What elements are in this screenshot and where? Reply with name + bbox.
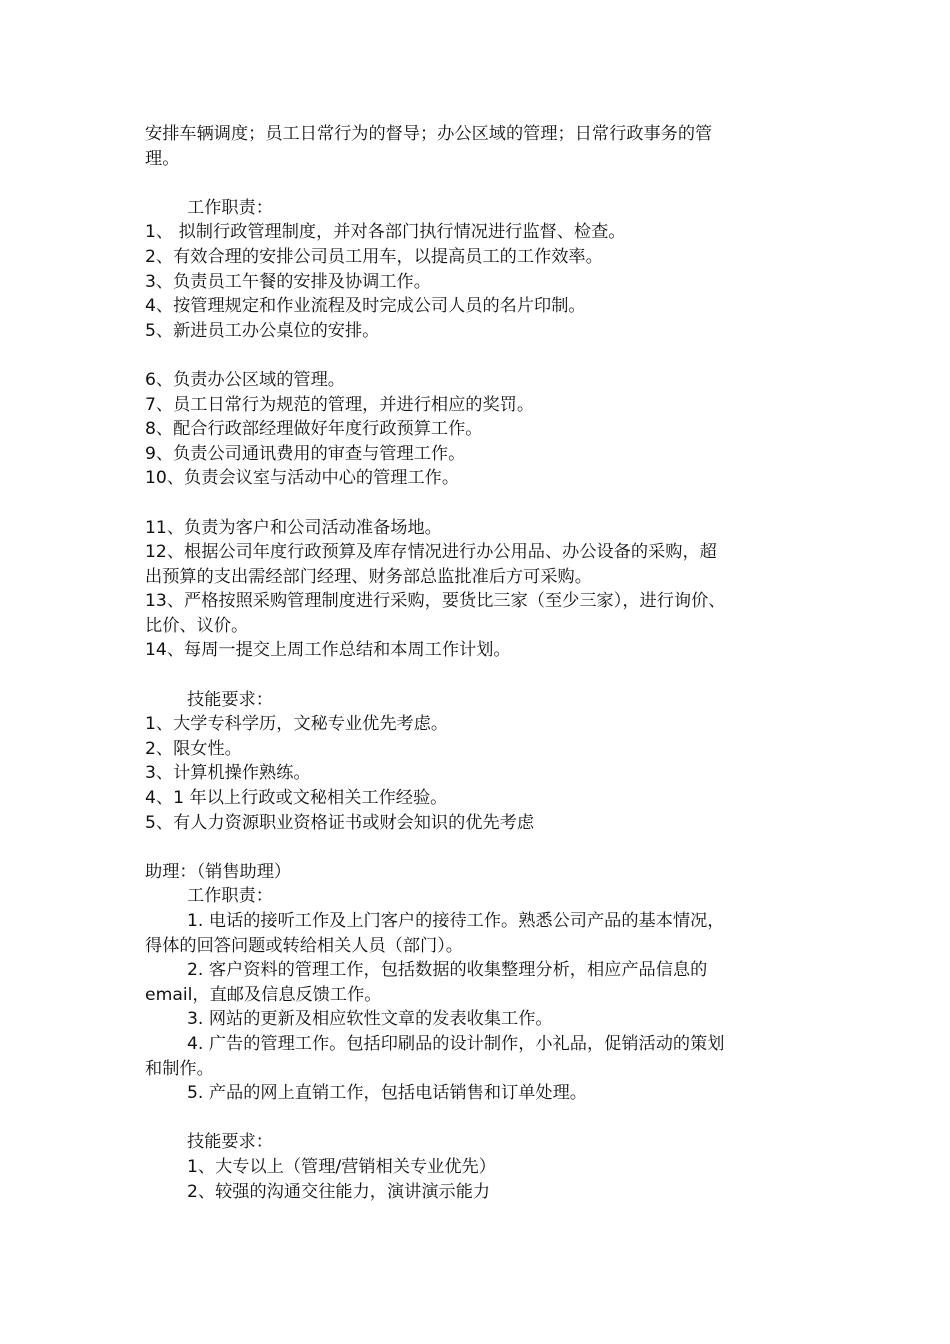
admin-duty-item: 10、负责会议室与活动中心的管理工作。 [145,468,460,489]
admin-skills-heading: 技能要求： [187,689,273,710]
intro-line: 理。 [145,148,180,169]
admin-duty-item: 7、员工日常行为规范的管理，并进行相应的奖罚。 [145,394,535,415]
admin-skill-item: 3、计算机操作熟练。 [145,763,311,784]
document-page [145,122,815,1204]
sales-duties-heading: 工作职责： [187,886,273,907]
sales-duty-item-cont: email，直邮及信息反馈工作。 [145,984,382,1005]
admin-duty-item: 8、配合行政部经理做好年度行政预算工作。 [145,419,483,440]
admin-duty-item: 2、有效合理的安排公司员工用车，以提高员工的工作效率。 [145,246,603,267]
admin-duty-item-cont: 出预算的支出需经部门经理、财务部总监批准后方可采购。 [145,566,592,587]
sales-skills-heading: 技能要求： [187,1132,273,1153]
sales-duty-item: 1. 电话的接听工作及上门客户的接待工作。熟悉公司产品的基本情况， [187,911,725,931]
admin-duty-item: 5、新进员工办公桌位的安排。 [145,320,380,341]
sales-skill-item: 2、较强的沟通交往能力，演讲演示能力 [187,1181,491,1202]
admin-duty-item: 9、负责公司通讯费用的审查与管理工作。 [145,443,466,464]
admin-skill-item: 2、限女性。 [145,738,242,759]
admin-duty-item: 12、根据公司年度行政预算及库存情况进行办公用品、办公设备的采购，超 [145,542,717,563]
admin-duty-item: 13、严格按照采购管理制度进行采购，要货比三家（至少三家），进行询价、 [145,591,726,612]
admin-skill-item: 5、有人力资源职业资格证书或财会知识的优先考虑 [145,812,535,833]
sales-section-title: 助理：（销售助理） [145,861,292,882]
sales-duty-item: 3. 网站的更新及相应软性文章的发表收集工作。 [187,1009,553,1030]
sales-duty-item: 2. 客户资料的管理工作，包括数据的收集整理分析，相应产品信息的 [187,960,708,981]
admin-duty-item: 1、 拟制行政管理制度，并对各部门执行情况进行监督、检查。 [145,222,626,243]
admin-duty-item: 6、负责办公区域的管理。 [145,369,345,390]
admin-skill-item: 4、1 年以上行政或文秘相关工作经验。 [145,788,448,809]
sales-duty-item: 5. 产品的网上直销工作，包括电话销售和订单处理。 [187,1083,587,1104]
admin-duties-heading: 工作职责： [187,197,273,218]
admin-duty-item: 4、按管理规定和作业流程及时完成公司人员的名片印制。 [145,296,586,317]
admin-duty-item-cont: 比价、议价。 [145,615,249,636]
sales-skill-item: 1、大专以上（管理/营销相关专业优先） [187,1156,496,1177]
sales-duty-item-cont: 得体的回答问题或转给相关人员（部门）。 [145,935,463,956]
sales-duty-item: 4. 广告的管理工作。包括印刷品的设计制作，小礼品，促销活动的策划 [187,1033,725,1054]
intro-line: 安排车辆调度；员工日常行为的督导；办公区域的管理；日常行政事务的管 [145,124,713,144]
admin-duty-item: 3、负责员工午餐的安排及协调工作。 [145,271,431,292]
admin-duty-item: 14、每周一提交上周工作总结和本周工作计划。 [145,640,511,661]
admin-skill-item: 1、大学专科学历，文秘专业优先考虑。 [145,714,449,735]
admin-duty-item: 11、负责为客户和公司活动准备场地。 [145,517,442,538]
sales-duty-item-cont: 和制作。 [145,1058,214,1079]
